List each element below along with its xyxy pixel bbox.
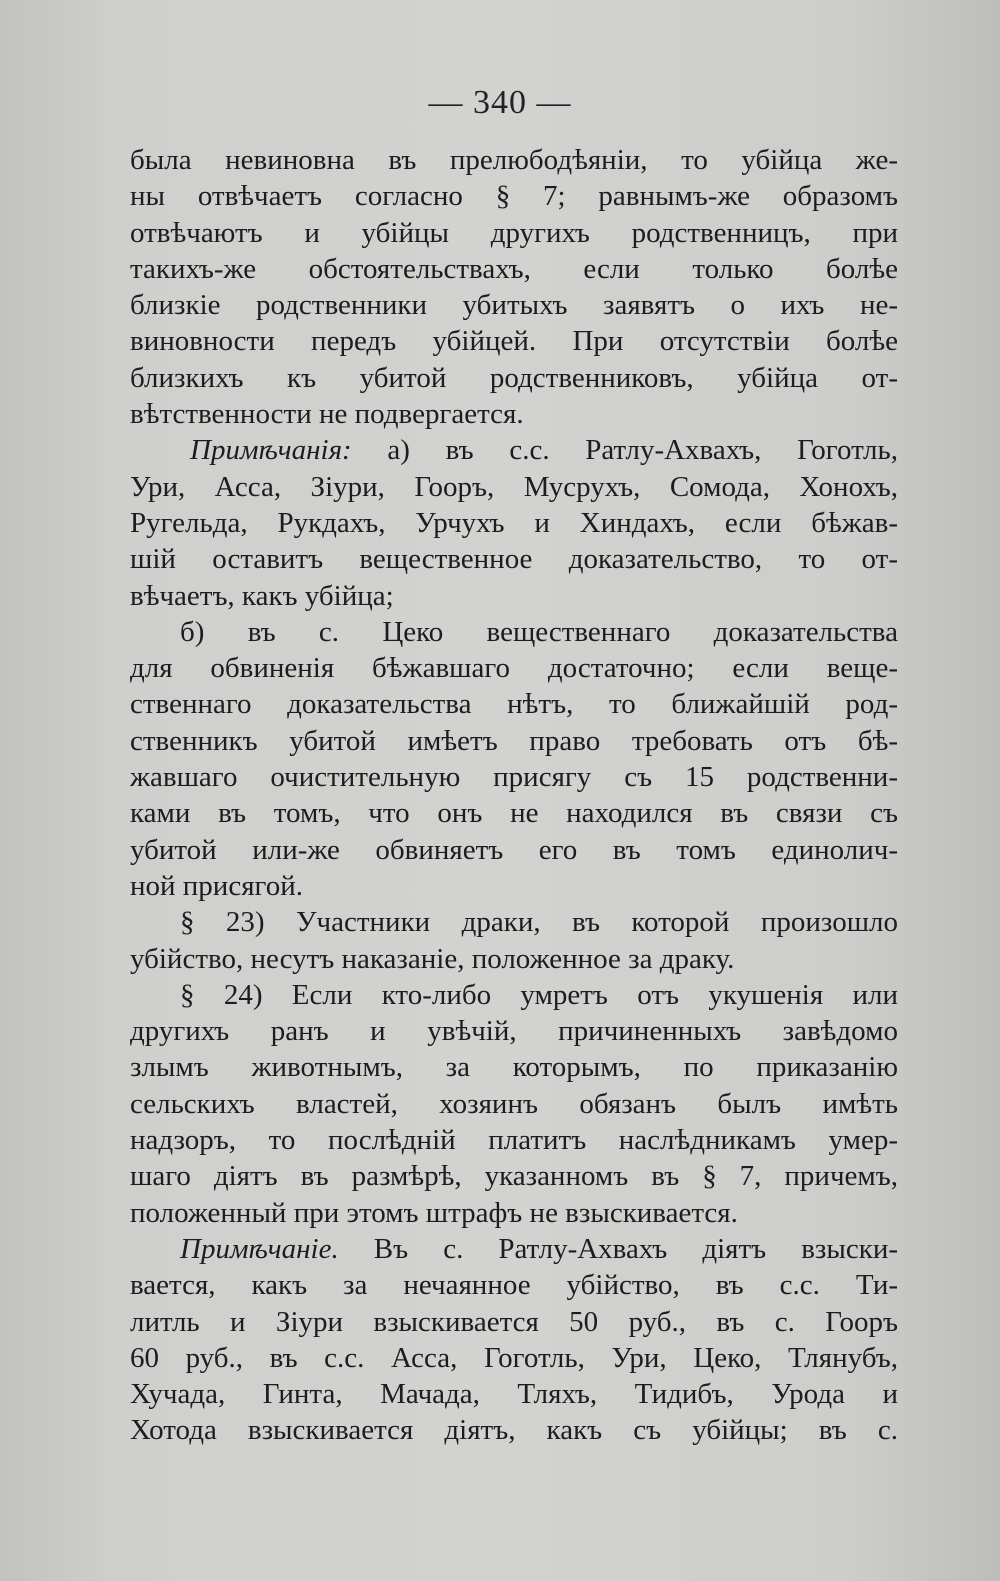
page-number: — 340 — <box>428 84 572 121</box>
section-24-line: § 24) Если кто-либо умретъ отъ укушенія или <box>180 978 898 1011</box>
text-line: положенный при этомъ штрафъ не взыскивается. <box>130 1196 738 1229</box>
text-line: виновности передъ убійцей. При отсутствіи болѣе <box>130 325 898 358</box>
text-line: ной присягой. <box>130 869 303 902</box>
text-line: сельскихъ властей, хозяинъ обязанъ былъ имѣть <box>130 1087 898 1120</box>
text-line: была невиновна въ прелюбодѣяніи, то убійца же- <box>130 144 898 176</box>
text-line: злымъ животнымъ, за которымъ, по приказанію <box>130 1051 898 1084</box>
note-line: Примѣчанія: а) въ с.с. Ратлу-Ахвахъ, Гоготль, <box>190 434 898 467</box>
text-line: другихъ ранъ и увѣчій, причиненныхъ завѣдомо <box>130 1015 898 1048</box>
body-text <box>130 142 898 1449</box>
text-line: шаго діятъ въ размѣрѣ, указанномъ въ § 7, причемъ, <box>130 1160 898 1193</box>
note-label: Примѣчаніе. <box>180 1232 339 1265</box>
text-line: б) въ с. Цеко вещественнаго доказательства <box>180 615 898 648</box>
text-line: вѣчаетъ, какъ убійца; <box>130 579 394 612</box>
text-line: отвѣчаютъ и убійцы другихъ родственницъ, при <box>130 216 898 249</box>
text-line: близкихъ къ убитой родственниковъ, убійца от- <box>130 361 898 394</box>
text-line: убитой или-же обвиняетъ его въ томъ единолич- <box>130 833 898 866</box>
text-line: 60 руб., въ с.с. Асса, Гоготль, Ури, Цеко, Тлянубъ, <box>130 1341 898 1374</box>
note-line: Примѣчаніе. Въ с. Ратлу-Ахвахъ діятъ взыски- <box>180 1232 898 1265</box>
text-line: Хучада, Гинта, Мачада, Тляхъ, Тидибъ, Урода и <box>130 1378 898 1411</box>
text-line: ками въ томъ, что онъ не находился въ связи съ <box>130 797 898 830</box>
text-line: ственнаго доказательства нѣтъ, то ближайшій род- <box>130 688 898 721</box>
text-line: Хотода взыскивается діятъ, какъ съ убійцы; въ с. <box>130 1414 898 1447</box>
text-line: близкіе родственники убитыхъ заявятъ о ихъ не- <box>130 289 898 322</box>
text-line: ны отвѣчаетъ согласно § 7; равнымъ-же образомъ <box>130 180 898 213</box>
text-line: Ури, Асса, Зіури, Гооръ, Мусрухъ, Сомода, Хонохъ, <box>130 470 898 503</box>
text-line: вается, какъ за нечаянное убійство, въ с.с. Ти- <box>130 1269 898 1302</box>
text-line: для обвиненія бѣжавшаго достаточно; если веще- <box>130 652 898 685</box>
text-line: жавшаго очистительную присягу съ 15 родственни- <box>130 761 898 794</box>
section-23-line: § 23) Участники драки, въ которой произошло <box>180 906 898 939</box>
text-line: такихъ-же обстоятельствахъ, если только болѣе <box>130 252 898 285</box>
text-line: надзоръ, то послѣдній платитъ наслѣдникамъ умер- <box>130 1124 898 1157</box>
note-label: Примѣчанія: <box>190 434 352 467</box>
text-line: литль и Зіури взыскивается 50 руб., въ с. Гооръ <box>130 1305 898 1338</box>
text-line: убійство, несутъ наказаніе, положенное за драку. <box>130 942 735 975</box>
text-line: вѣтственности не подвергается. <box>130 398 524 431</box>
text-line: Ругельда, Рукдахъ, Урчухъ и Хиндахъ, если бѣжав- <box>130 506 898 539</box>
text-line: шій оставитъ вещественное доказательство, то от- <box>130 543 898 576</box>
text-line: ственникъ убитой имѣетъ право требовать отъ бѣ- <box>130 724 898 757</box>
